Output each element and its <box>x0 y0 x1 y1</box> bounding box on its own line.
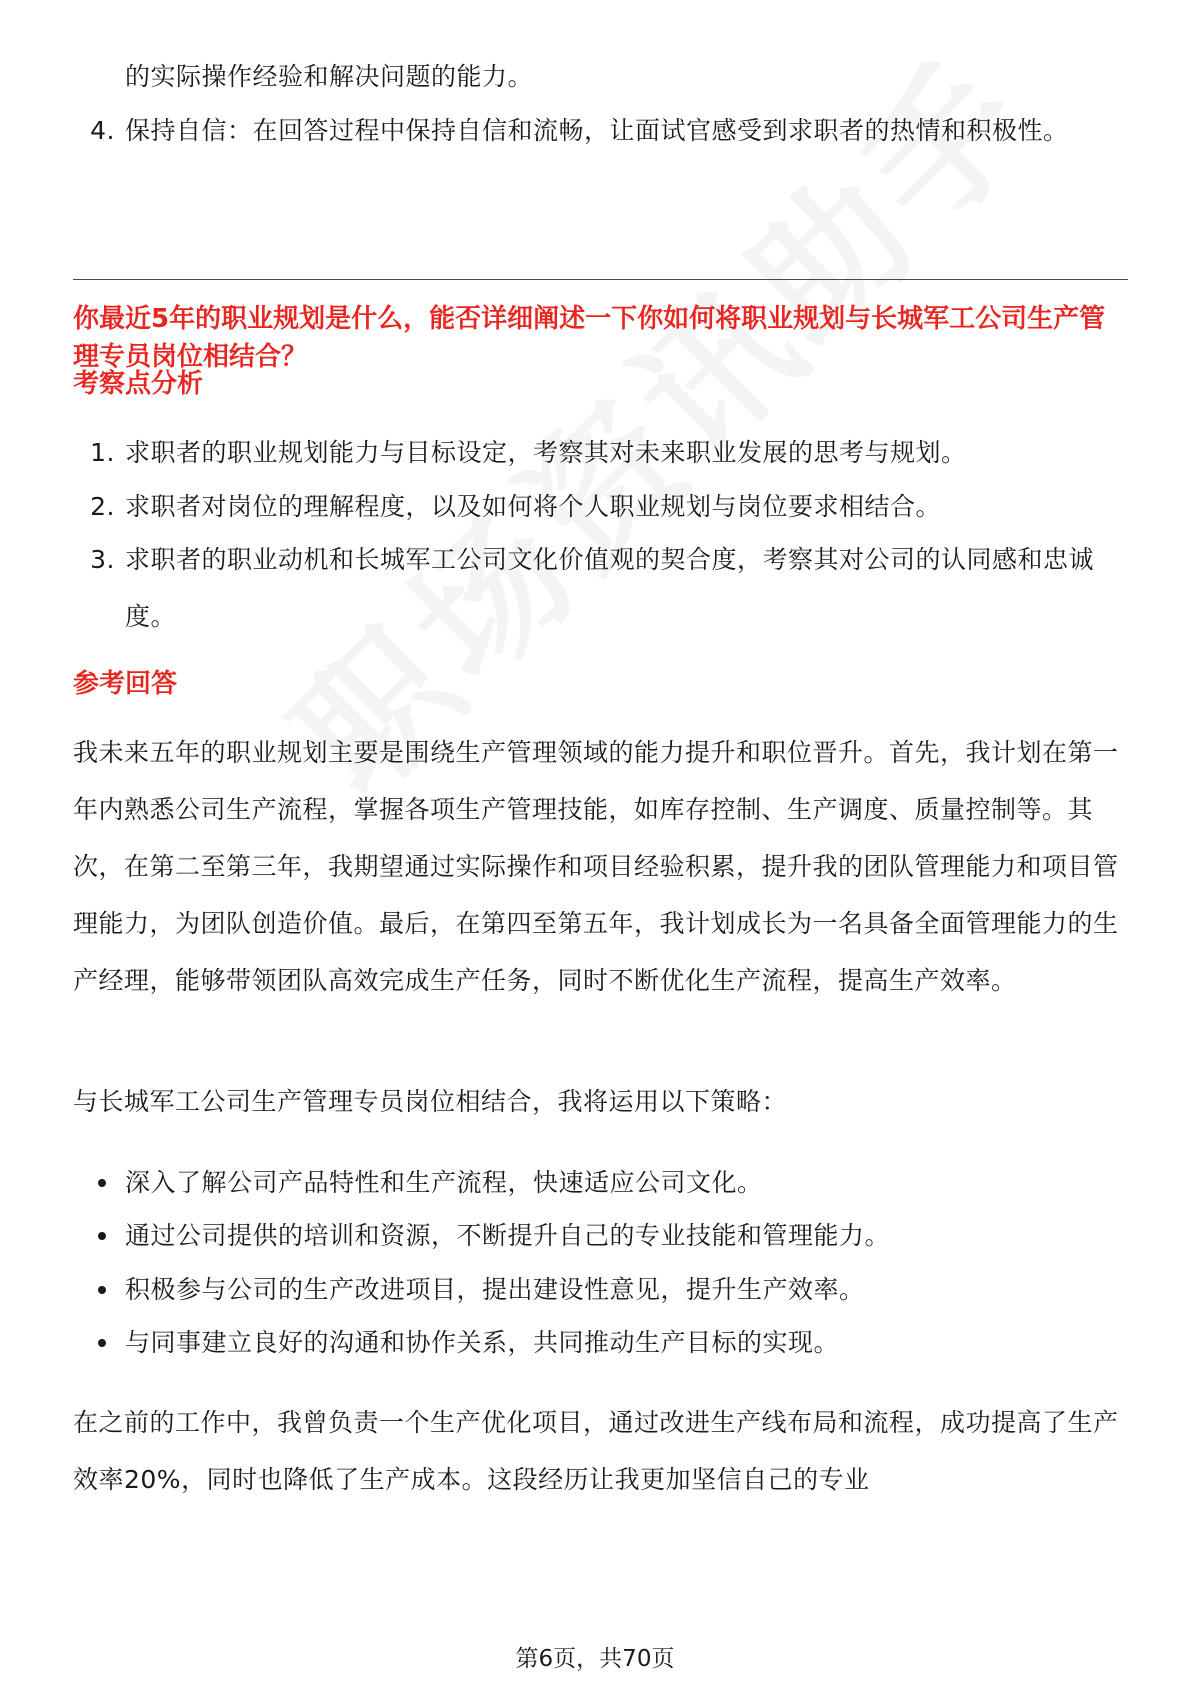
strategy-bullet-item <box>125 1261 1120 1318</box>
closing-paragraph: 在之前的工作中，我曾负责一个生产优化项目，通过改进生产线布局和流程，成功提高了生产效率20%，同时也降低了生产成本。这段经历让我更加坚信自己的专业 <box>73 1408 1119 1494</box>
list-item-number: 2. <box>90 492 115 521</box>
bullet-dot <box>98 1179 106 1187</box>
page-number: 第6页，共70页 <box>515 1646 675 1672</box>
list-item-text: 求职者的职业动机和长城军工公司文化价值观的契合度，考察其对公司的认同感和忠诚度。 <box>125 545 1095 631</box>
list-item-text: 积极参与公司的生产改进项目，提出建设性意见，提升生产效率。 <box>125 1275 865 1304</box>
bullet-dot <box>98 1286 106 1294</box>
analysis-item <box>90 531 1120 645</box>
list-item-text: 求职者对岗位的理解程度，以及如何将个人职业规划与岗位要求相结合。 <box>125 492 942 521</box>
list-item <box>90 102 1120 159</box>
list-item-text: 的实际操作经验和解决问题的能力。 <box>125 62 534 91</box>
list-item-number: 4. <box>90 116 115 145</box>
answer-heading: 参考回答 <box>73 669 178 699</box>
list-item-text: 通过公司提供的培训和资源，不断提升自己的专业技能和管理能力。 <box>125 1221 891 1250</box>
list-item-number: 1. <box>90 438 115 467</box>
strategy-bullet-item <box>125 1154 1120 1211</box>
section-divider <box>73 279 1128 280</box>
bullet-dot <box>98 1339 106 1347</box>
interview-question: 你最近5年的职业规划是什么，能否详细阐述一下你如何将职业规划与长城军工公司生产管理专员岗位相结合？ <box>73 304 1106 372</box>
list-item-text: 保持自信：在回答过程中保持自信和流畅，让面试官感受到求职者的热情和积极性。 <box>125 116 1069 145</box>
list-item-number: 3. <box>90 545 115 574</box>
list-item-continuation <box>125 48 1120 105</box>
bullet-dot <box>98 1232 106 1240</box>
list-item-text: 求职者的职业规划能力与目标设定，考察其对未来职业发展的思考与规划。 <box>125 438 967 467</box>
analysis-heading: 考察点分析 <box>73 369 204 399</box>
strategy-bullet-item <box>125 1314 1120 1371</box>
list-item-text: 深入了解公司产品特性和生产流程，快速适应公司文化。 <box>125 1168 763 1197</box>
list-item-text: 与同事建立良好的沟通和协作关系，共同推动生产目标的实现。 <box>125 1328 840 1357</box>
strategy-bullet-item <box>125 1207 1120 1264</box>
analysis-item <box>90 478 1120 535</box>
answer-paragraph: 与长城军工公司生产管理专员岗位相结合，我将运用以下策略： <box>73 1087 788 1116</box>
answer-paragraph: 我未来五年的职业规划主要是围绕生产管理领域的能力提升和职位晋升。首先，我计划在第一年内熟悉公司生产流程，掌握各项生产管理技能，如库存控制、生产调度、质量控制等。其次，在第二至第三年，我期望通过实际操作和项目经验积累，提升我的团队管理能力和项目管理能力，为团队创造价值。最后，在第四至第五年，我计划成长为一名具备全面管理能力的生产经理，能够带领团队高效完成生产任务，同时不断优化生产流程，提高生产效率。 <box>73 738 1119 995</box>
analysis-item <box>90 424 1120 481</box>
